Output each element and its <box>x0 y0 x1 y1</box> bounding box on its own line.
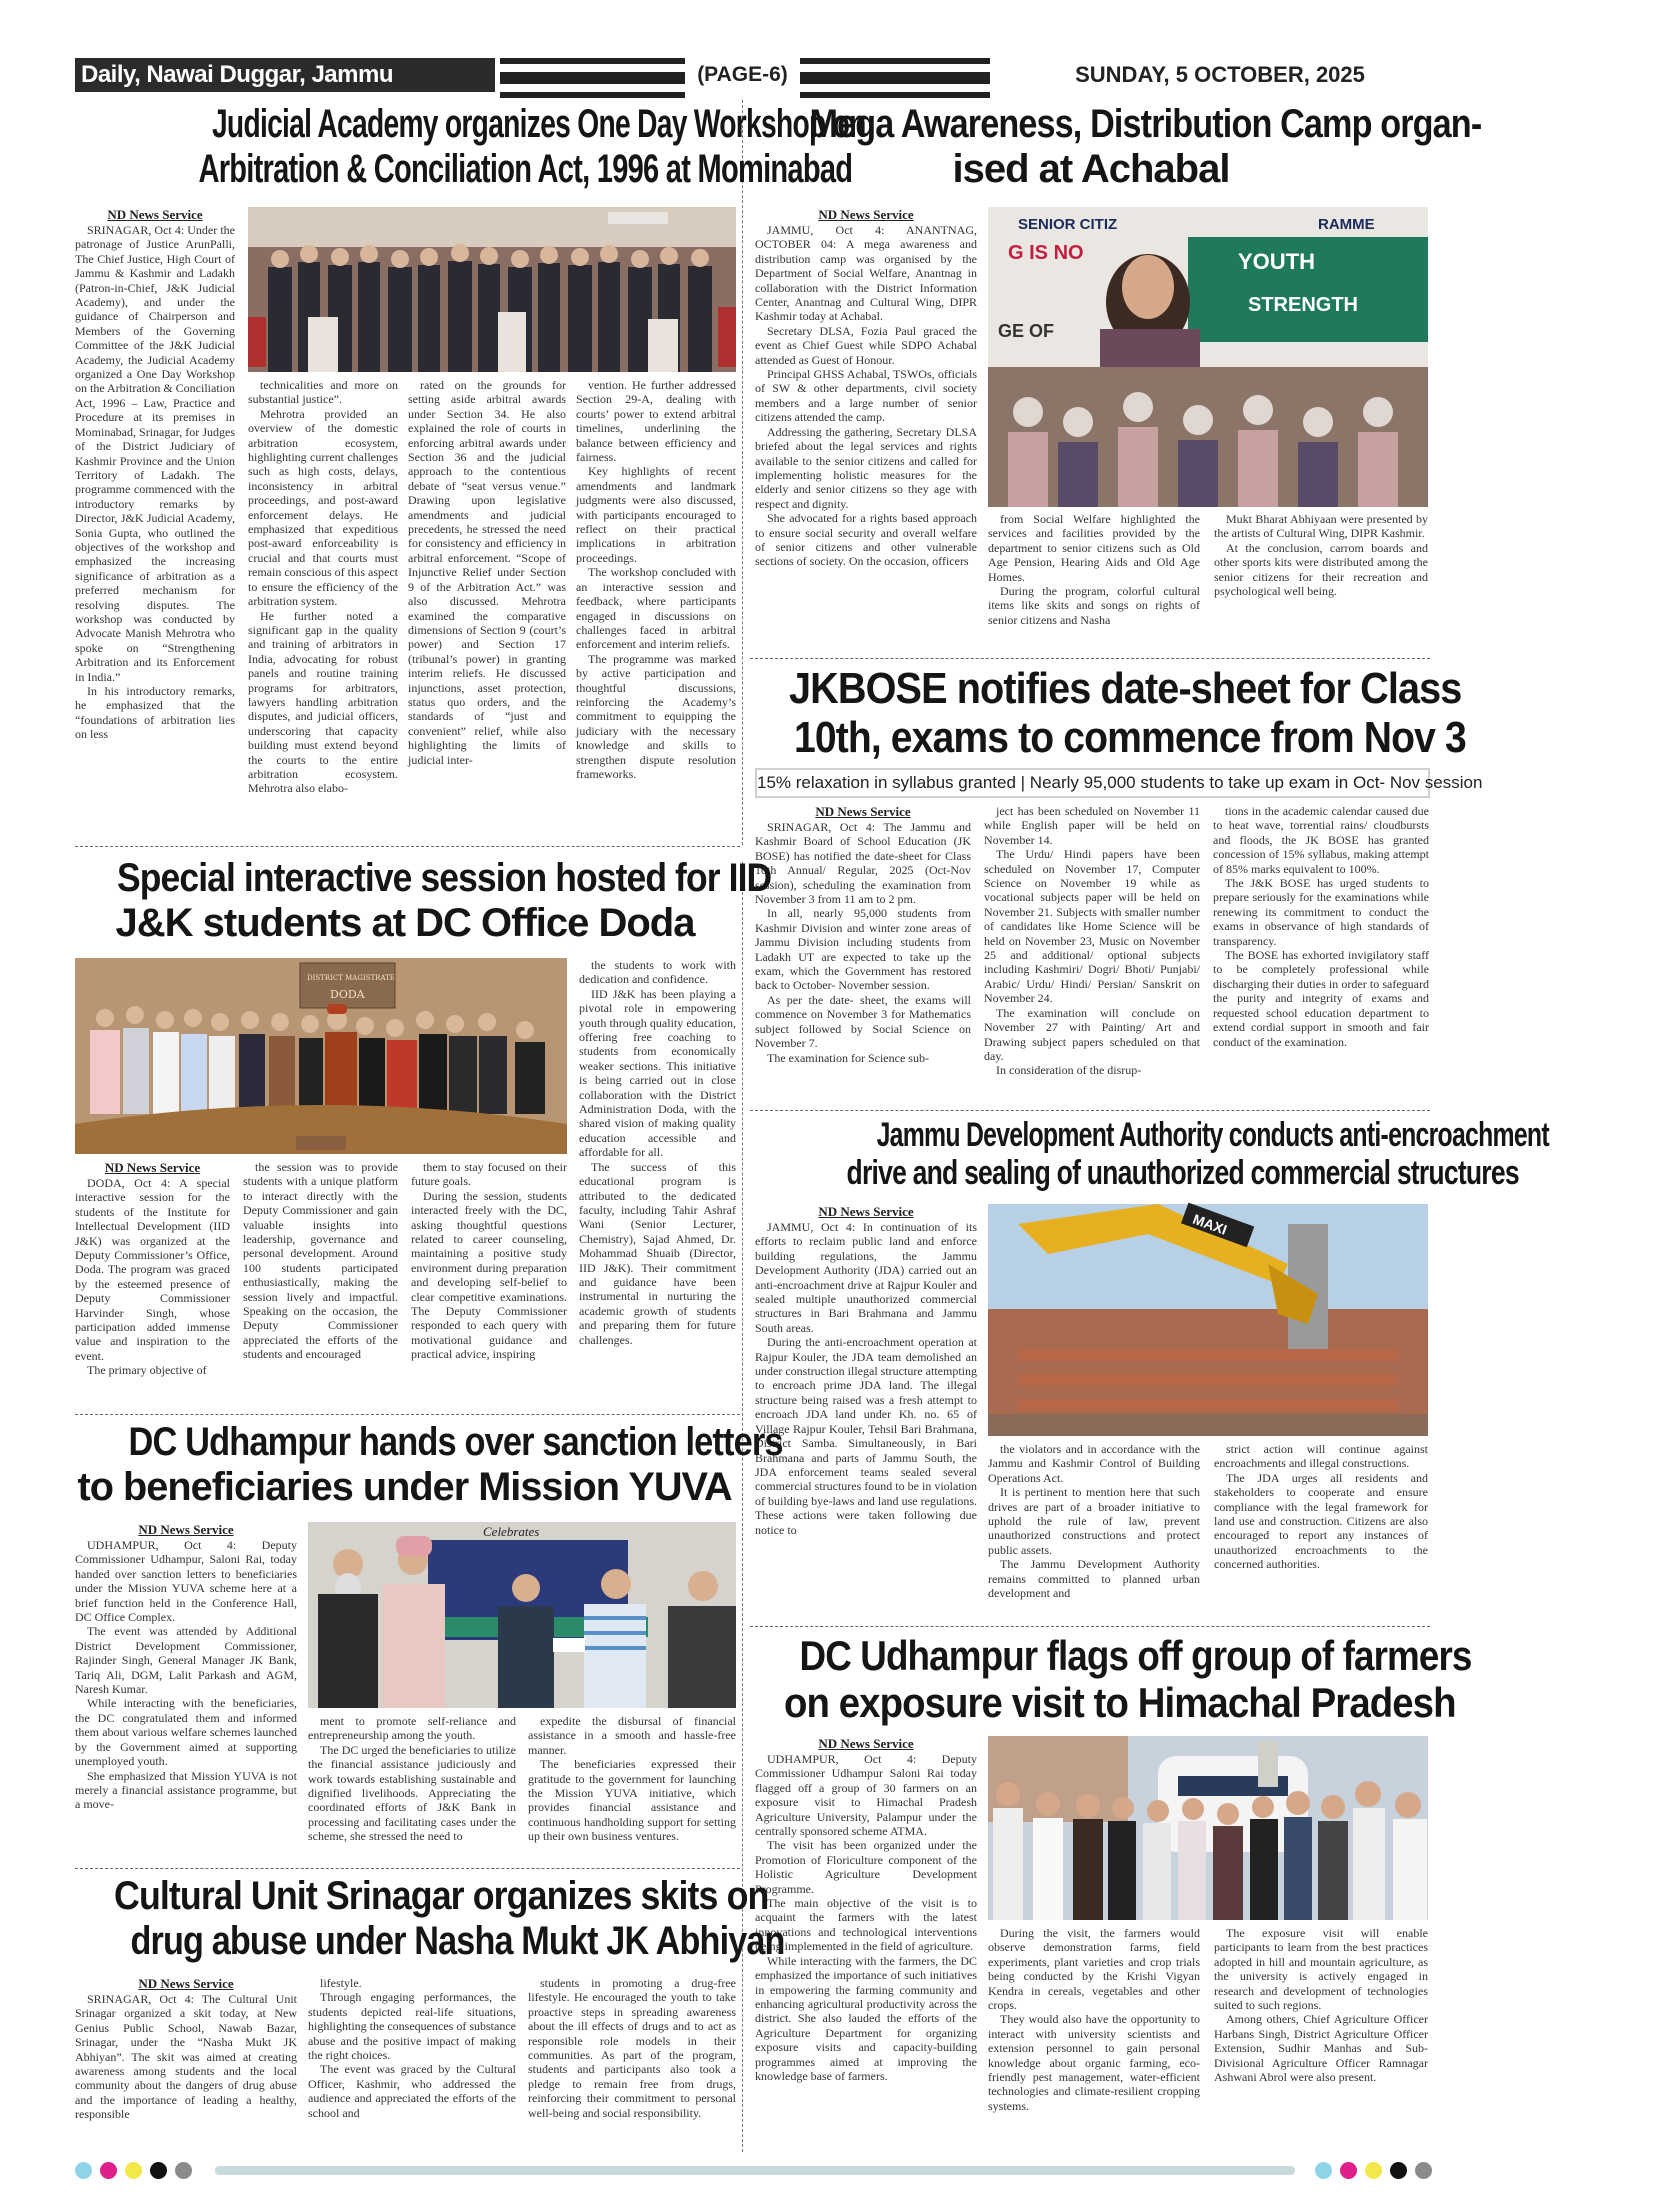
article-paragraph: During the visit, the farmers would observe demonstration farms, field experiments, plant varieties and crop trials being conducted by the Krishi Vigyan Kendra in cereals, vegetables and other crops. <box>988 1926 1200 2013</box>
article-paragraph: The success of this educational program is attributed to the dedicated faculty, including Tahir Ashraf Wani (Senior Lecturer, Chemistry), Sajad Ahmed, Dr. Mohammad Shuaib (Director, IID J&K). Their commitment and guidance have been instrumental in nurturing the academic growth of students and preparing them for future challenges. <box>579 1159 736 1347</box>
byline: ND News Service <box>818 1204 914 1219</box>
article-paragraph: The Jammu Development Authority remains committed to planned urban development and <box>988 1557 1200 1601</box>
article-paragraph: the violators and in accordance with the Jammu and Kashmir Control of Building Operations Act. <box>988 1442 1200 1485</box>
article-column <box>248 378 398 841</box>
banner-text: G IS NO <box>1008 242 1084 264</box>
headline[interactable] <box>75 1420 783 1516</box>
column-divider <box>742 100 743 845</box>
registration-dot <box>1340 2162 1357 2179</box>
byline: ND News Service <box>138 1522 234 1537</box>
footer-registration-marks <box>75 2162 1435 2182</box>
headline-line <box>752 664 1462 713</box>
headline-line <box>75 102 866 147</box>
machine-label: MAXI <box>1190 1210 1230 1238</box>
article-paragraph: As per the date- sheet, the exams will commence on November 3 for Mathematics subject followed by Social Science on November 7. <box>755 992 971 1051</box>
article-paragraph: The exposure visit will enable participants to learn from the best practices adopted in hill and mountain agriculture, as the university is actively engaged in research and development of technologies suited to such regions. <box>1214 1926 1428 2013</box>
article-paragraph: It is pertinent to mention here that such drives are part of a broader initiative to uphold the rule of law, prevent unauthorized constructions and protect public assets. <box>988 1485 1200 1557</box>
article-paragraph: The Urdu/ Hindi papers have been scheduled on November 17, Computer Science on November 19 while as vocational subjects paper will be held on November 21. Subjects with smaller number of candidates like Home Science will be held on November 23, Music on November 25 and additional/ optional subjects including Kashmiri/ Dogri/ Bhoti/ Punjabi/ Arabic/ Urdu/ Hindi/ Persian/ Sanskrit on November 24. <box>984 847 1200 1006</box>
article-column <box>755 1220 977 1620</box>
article-column <box>308 1714 516 1862</box>
article-paragraph: lifestyle. <box>320 1976 362 1990</box>
headline-text: drug abuse under Nasha Mukt JK Abhiyan <box>130 1918 785 1963</box>
byline: ND News Service <box>104 1160 201 1175</box>
article-paragraph: The main objective of the visit is to acquaint the farmers with the latest innovations and technological interventions being implemented in the field of agriculture. <box>755 1896 977 1954</box>
article-paragraph: SRINAGAR, Oct 4: Under the patronage of Justice ArunPalli, The Chief Justice, High Court of Jammu & Kashmir and Ladakh (Patron-in-Chief, J&K Judicial Academy), and under the guidance of Chairperson and Members of the Governing Committee of the J&K Judicial Academy, the Judicial Academy organized a One Day Workshop on the Arbitration & Conciliation Act, 1996 – Law, Practice and Procedure at its premises in Mominabad, Srinagar, for Judges of the District Judiciary of Kashmir Province and the Union Territory of Ladakh. The programme commenced with the introductory remarks by Director, J&K Judicial Academy, Sonia Gupta, who outlined the objectives of the workshop and emphasized the increasing significance of arbitration as a preferred mechanism for resolving disputes. The workshop was conducted by Advocate Manish Mehrotra who spoke on “Strengthening Arbitration and its Enforcement in India.” <box>75 223 235 684</box>
headline-line <box>75 856 772 901</box>
headline-text: DC Udhampur hands over sanction letters <box>128 1420 783 1464</box>
headline-text: ised at Achabal <box>952 146 1230 191</box>
article-column <box>308 1976 516 2152</box>
color-dots-right <box>1315 2162 1432 2179</box>
headline-line <box>75 146 853 192</box>
registration-dot <box>150 2162 167 2179</box>
article-column <box>411 1160 567 1408</box>
article-paragraph: UDHAMPUR, Oct 4: Deputy Commissioner Udhampur, Saloni Rai, today handed over sanction letters to beneficiaries under the Mission YUVA scheme here at a brief function held in the Conference Hall, DC Office Complex. <box>75 1538 297 1625</box>
headline-text: Mega Awareness, Distribution Camp organ- <box>809 102 1482 146</box>
byline: ND News Service <box>138 1976 234 1991</box>
article-paragraph: SRINAGAR, Oct 4: The Cultural Unit Srinagar organized a skit today, at New Genius Public School, Nawab Bazar, Srinagar, under the “Nasha Mukt JK Abhiyan”. The skit was aimed at creating awareness among students and the local community about the dangers of drug abuse and the importance of leading a healthy, responsible <box>75 1992 297 2122</box>
headline-line <box>75 1465 735 1510</box>
byline: ND News Service <box>107 207 203 222</box>
photo-judicial-group <box>248 207 736 372</box>
headline-text: JKBOSE notifies date-sheet for Class <box>789 664 1462 713</box>
banner-text: RAMME <box>1318 216 1375 233</box>
subheadline-text: 15% relaxation in syllabus granted | Nearly 95,000 students to take up exam in Oct- Nov session <box>757 773 1483 792</box>
article-paragraph: expedite the disbursal of financial assistance in a smooth and hassle-free manner. <box>528 1714 736 1757</box>
photo-mission-yuva <box>308 1522 736 1708</box>
article-column <box>1213 804 1429 1103</box>
article-paragraph: Through engaging performances, the students depicted real-life situations, highlighting the consequences of substance abuse and the positive impact of making the right choices. <box>308 1990 516 2063</box>
byline: ND News Service <box>818 1736 914 1751</box>
sign-text: DISTRICT MAGISTRATE <box>307 974 395 982</box>
article-paragraph: ment to promote self-reliance and entrepreneurship among the youth. <box>308 1714 516 1743</box>
article-paragraph: He further noted a significant gap in the quality and training of arbitrators in India, advocating for robust panels and routine training programs for arbitrators, lawyers handling arbitration disputes, and judicial officers, underscoring that capacity building must extend beyond the courts to the entire arbitration ecosystem. Mehrotra also elabo- <box>248 608 398 796</box>
headline-line <box>752 713 1466 763</box>
article-paragraph: In all, nearly 95,000 students from Kashmir Division and winter zone areas of Jammu Division including students from Ladakh UT are expected to take up the exam, which the Government has restored back to October- November session. <box>755 906 971 993</box>
article-paragraph: them to stay focused on their future goals. <box>411 1160 567 1189</box>
registration-dot <box>75 2162 92 2179</box>
article-paragraph: The programme was marked by active participation and thoughtful discussions, reinforcing the Academy’s commitment to equipping the judiciary with the necessary knowledge and skills to strengthen dispute resolution frameworks. <box>576 651 736 781</box>
headline-line <box>752 1116 1549 1154</box>
article-paragraph: The event was attended by Additional District Development Commissioner, Rajinder Singh, General Manager JK Bank, Tariq Ali, DGM, Lalit Parkash and AGM, Naresh Kumar. <box>75 1624 297 1697</box>
article-paragraph: At the conclusion, carrom boards and other sports kits were distributed among the senior citizens for their recreation and psychological well being. <box>1214 540 1428 599</box>
headline-line <box>752 1679 1456 1727</box>
registration-dot <box>1390 2162 1407 2179</box>
article-column <box>755 223 977 653</box>
article-paragraph: strict action will continue against encroachments and illegal constructions. <box>1214 1442 1428 1471</box>
article-paragraph: The J&K BOSE has urged students to prepare seriously for the examinations while renewing its commitment to conduct the exams in observance of high standards of transparency. <box>1213 876 1429 948</box>
headline-text: on exposure visit to Himachal Pradesh <box>783 1679 1456 1727</box>
headline-text: Cultural Unit Srinagar organizes skits on <box>114 1874 769 1918</box>
headline-text: DC Udhampur flags off group of farmers <box>799 1632 1472 1679</box>
color-dots-left <box>75 2162 192 2179</box>
photo-doda-students <box>75 958 567 1154</box>
issue-date: SUNDAY, 5 OCTOBER, 2025 <box>1075 62 1365 87</box>
article-paragraph: While interacting with the beneficiaries, the DC congratulated them and informed them about various welfare schemes launched by the Government aimed at supporting unemployed youth. <box>75 1696 297 1769</box>
photo-achabal-camp <box>988 207 1428 507</box>
article-paragraph: She emphasized that Mission YUVA is not merely a financial assistance programme, but a move- <box>75 1768 297 1812</box>
headline[interactable] <box>752 1116 1549 1200</box>
article-paragraph: During the session, students interacted freely with the DC, asking thoughtful questions related to career counseling, maintaining a positive study environment during preparation and developing self-belief to clear competitive examinations. The Deputy Commissioner responded to each query with motivational guidance and practical advice, inspiring <box>411 1188 567 1362</box>
headline-text: Jammu Development Authority conducts anti-encroachment <box>876 1116 1549 1154</box>
article-paragraph: Addressing the gathering, Secretary DLSA briefed about the legal services and rights available to the senior citizens and called for implementing holistic measures for the elderly and senior citizens so they age with respect and dignity. <box>755 424 977 511</box>
section-divider <box>750 1626 1430 1627</box>
masthead-rule-left <box>500 58 685 92</box>
article-column <box>984 804 1200 1103</box>
headline-text: drive and sealing of unauthorized commercial structures <box>846 1154 1519 1193</box>
article-paragraph: rated on the grounds for setting aside arbitral awards under Section 34. He also explained the role of courts in enforcing arbitral awards under Section 36 and the judicial approach to the contentious debate of “seat versus venue.” Drawing upon legislative amendments and judicial precedents, he stressed the need for consistency and efficiency in arbitral enforcement. “Scope of Injunctive Relief under Section 9 of the Arbitration Act.” was also discussed. Mehrotra examined the comparative dimensions of Section 9 (court’s power) and Section 17 (tribunal’s power) in granting interim reliefs. He discussed injunctions, asset protection, status quo orders, and the standards of “just and convenient” relief, while also highlighting the limits of judicial inter- <box>408 378 566 767</box>
article-paragraph: Mehrotra provided an overview of the domestic arbitration ecosystem, highlighting current challenges such as high costs, delays, inconsistency in arbitral proceedings, and post-award enforcement delays. He emphasized that expeditious post-award enforceability is crucial and that courts must remain conscious of this aspect to ensure the efficiency of the arbitration system. <box>248 406 398 609</box>
article-paragraph: SRINAGAR, Oct 4: The Jammu and Kashmir Board of School Education (JK BOSE) has notified the date-sheet for Class 10th Annual/ Regular, 2025 (Oct-Nov session), scheduling the examination from November 3 from 11 am to 2 pm. <box>755 820 971 907</box>
article-paragraph: The workshop concluded with an interactive session and feedback, where participants engaged in discussions on challenges faced in arbitral enforcement and interim reliefs. <box>576 565 736 652</box>
article-column <box>75 1992 297 2152</box>
section-divider <box>75 1868 740 1869</box>
headline-line <box>75 901 735 946</box>
headline-text: Special interactive session hosted for IID <box>117 856 772 900</box>
headline-text: Arbitration & Conciliation Act, 1996 at Mominabad <box>198 146 853 191</box>
article-paragraph: In his introductory remarks, he emphasized that the “foundations of arbitration lies on less <box>75 684 235 742</box>
article-paragraph: During the anti-encroachment operation at Rajpur Kouler, the JDA team demolished an under construction illegal structure attempting to encroach prime JDA land. The illegal structure being raised was a fresh attempt to encroach JDA land under Kh. no. 65 of Village Rajpur Kouler, Tehsil Bari Brahmana, District Samba. Simultaneously, in Bari Brahmana and parts of Jammu South, the JDA enforcement teams sealed several commercial structures found to be in violation of building bye-laws and land use regulations. These actions were taken following due notice to <box>755 1335 977 1537</box>
photo-illustration <box>988 1204 1428 1436</box>
article-column <box>75 1538 297 1862</box>
banner-text: Celebrates <box>483 1524 540 1539</box>
article-paragraph: Secretary DLSA, Fozia Paul graced the event as Chief Guest while SDPO Achabal attended as Guest of Honour. <box>755 323 977 367</box>
article-paragraph: Key highlights of recent amendments and landmark judgments were also discussed, with participants encouraged to reflect on their practical implications in arbitration proceedings. <box>576 464 736 565</box>
article-paragraph: Principal GHSS Achabal, TSWOs, officials of SW & other departments, civil society members and a large number of senior citizens attended the camp. <box>755 367 977 425</box>
article-paragraph: DODA, Oct 4: A special interactive session for the students of the Institute for Intellectual Development (IID J&K) was organized at the Deputy Commissioner’s Office, Doda. The program was graced by the esteemed presence of Deputy Commissioner Harvinder Singh, whose participation added immense value and inspiration to the event. <box>75 1176 230 1363</box>
subheadline <box>755 768 1483 798</box>
registration-dot <box>1415 2162 1432 2179</box>
page-number: (PAGE-6) <box>697 63 788 86</box>
banner-text: GE OF <box>998 321 1055 341</box>
headline-line <box>75 1874 769 1919</box>
headline-line <box>752 1632 1472 1679</box>
article-paragraph: JAMMU, Oct 4: ANANTNAG, OCTOBER 04: A mega awareness and distribution camp was organised by the Department of Social Welfare, Anantnag in collaboration with the District Information Center, Anantnag and Cultural Wing, DIPR Kashmir today at Achabal. <box>755 223 977 324</box>
article-column <box>75 223 235 841</box>
article-column <box>1214 1926 1428 2152</box>
photo-jda-excavator <box>988 1204 1428 1436</box>
article-column <box>243 1160 398 1408</box>
article-paragraph: IID J&K has been playing a pivotal role in empowering youth through quality education, offering free coaching to students from economically weaker sections. This initiative is being carried out in close collaboration with the District Administration Doda, with the shared vision of making quality education accessible and affordable for all. <box>579 986 736 1160</box>
article-column <box>408 378 566 841</box>
footer-bar <box>215 2166 1295 2175</box>
headline-text: Judicial Academy organizes One Day Workshop on <box>211 102 866 146</box>
article-paragraph: vention. He further addressed Section 29-A, dealing with courts’ power to extend arbitral timelines, underlining the balance between efficiency and fairness. <box>576 378 736 465</box>
article-column <box>576 378 736 841</box>
article-paragraph: They would also have the opportunity to interact with university scientists and extension personnel to gain personal knowledge about organic farming, eco-friendly pest management, water-efficient technologies and climate-resilient cropping systems. <box>988 2012 1200 2113</box>
section-divider <box>75 846 740 847</box>
photo-illustration <box>308 1522 736 1708</box>
article-column <box>988 512 1200 653</box>
headline[interactable] <box>752 664 1466 764</box>
article-column <box>988 1926 1200 2152</box>
headline[interactable] <box>75 856 772 952</box>
article-column <box>755 1752 977 2152</box>
article-column <box>755 820 971 1103</box>
headline[interactable] <box>75 1874 785 1970</box>
article-paragraph: The event was graced by the Cultural Officer, Kashmir, who addressed the audience and appreciated the efforts of the school and <box>308 2062 516 2120</box>
byline: ND News Service <box>815 804 911 819</box>
sign-text: DODA <box>330 988 365 1001</box>
article-paragraph: JAMMU, Oct 4: In continuation of its efforts to reclaim public land and enforce building regulations, the Jammu Development Authority (JDA) carried out an anti-encroachment drive at Rajpur Kouler and sealed multiple unauthorized commercial structures in Bari Brahmana and Jammu South areas. <box>755 1220 977 1335</box>
section-divider <box>750 658 1430 659</box>
headline[interactable] <box>752 102 1482 200</box>
article-paragraph: In consideration of the disrup- <box>996 1063 1142 1078</box>
article-paragraph: Among others, Chief Agriculture Officer Harbans Singh, District Agriculture Officer Extension, Sudhir Manhas and Sub-Divisional Agriculture Officer Ramnagar Ashwani Abrol were also present. <box>1214 2012 1428 2085</box>
section-divider <box>750 1110 1430 1111</box>
subheadline-line <box>757 770 1483 796</box>
headline[interactable] <box>752 1632 1472 1730</box>
article-paragraph: The JDA urges all residents and stakeholders to cooperate and ensure compliance with the legal framework for land use and construction. Citizens are also encouraged to report any instances of unauthorized encroachments to the concerned authorities. <box>1214 1470 1428 1572</box>
article-column <box>528 1714 736 1862</box>
article-column <box>579 958 736 1408</box>
article-paragraph: technicalities and more on substantial justice”. <box>248 378 398 407</box>
article-paragraph: During the program, colorful cultural items like skits and songs on rights of senior citizens and Nasha <box>988 584 1200 627</box>
article-paragraph: students in promoting a drug-free lifestyle. He encouraged the youth to take proactive steps in spreading awareness about the ill effects of drugs and to act as responsible role models in their communities. As part of the program, students and participants also took a pledge to remain free from drugs, reinforcing their commitment to personal well-being and social responsibility. <box>528 1976 736 2120</box>
banner-text: STRENGTH <box>1248 294 1358 316</box>
banner-text: SENIOR CITIZ <box>1018 216 1118 233</box>
article-paragraph: The primary objective of <box>87 1363 207 1378</box>
banner-text: YOUTH <box>1238 249 1315 274</box>
paper-name: Daily, Nawai Duggar, Jammu <box>75 58 495 92</box>
article-column <box>988 1442 1200 1620</box>
photo-illustration <box>248 207 736 372</box>
registration-dot <box>175 2162 192 2179</box>
article-column <box>528 1976 736 2152</box>
photo-illustration <box>988 207 1428 507</box>
article-column <box>75 1176 230 1408</box>
article-paragraph: from Social Welfare highlighted the services and facilities provided by the department to senior citizens such as Old Age Pension, Hearing Aids and Old Age Homes. <box>988 512 1200 584</box>
registration-dot <box>1315 2162 1332 2179</box>
registration-dot <box>1365 2162 1382 2179</box>
article-paragraph: The visit has been organized under the Promotion of Floriculture component of the Holistic Agriculture Development Programme. <box>755 1838 977 1896</box>
headline-text: 10th, exams to commence from Nov 3 <box>793 713 1466 763</box>
headline-text: J&K students at DC Office Doda <box>115 900 695 945</box>
article-paragraph: She advocated for a rights based approach to ensure social security and overall welfare of senior citizens and other vulnerable sections of society. On the occasion, officers <box>755 511 977 569</box>
photo-illustration <box>988 1736 1428 1920</box>
headline-line <box>75 1918 785 1964</box>
article-paragraph: The examination for Science sub- <box>767 1050 929 1065</box>
headline[interactable] <box>75 102 866 200</box>
article-paragraph: The BOSE has exhorted invigilatory staff to be completely professional while discharging their duties in order to safeguard the purity and integrity of exams and requested school education department to extend cordial support in smooth and fair conduct of the examination. <box>1213 948 1429 1049</box>
article-paragraph: The examination will conclude on November 27 with Painting/ Art and Drawing subject papers scheduled on that day. <box>984 1005 1200 1063</box>
headline-line <box>752 102 1482 147</box>
section-divider <box>75 1414 740 1415</box>
article-paragraph: ject has been scheduled on November 11 while English paper will be held on November 14. <box>984 804 1200 847</box>
masthead-rule-right <box>800 58 990 92</box>
headline-line <box>752 147 1430 192</box>
article-paragraph: Mukt Bharat Abhiyaan were presented by the artists of Cultural Wing, DIPR Kashmir. <box>1214 512 1428 541</box>
byline: ND News Service <box>818 207 914 222</box>
photo-illustration <box>75 958 567 1154</box>
photo-farmers-group <box>988 1736 1428 1920</box>
article-paragraph: the session was to provide students with a unique platform to interact directly with the Deputy Commissioner and gain valuable insights into leadership, governance and personal development. Around 100 students participated enthusiastically, making the session lively and impactful. Speaking on the occasion, the Deputy Commissioner appreciated the efforts of the students and encouraged <box>243 1160 398 1362</box>
headline-line <box>75 1420 783 1465</box>
article-paragraph: While interacting with the farmers, the DC emphasized the importance of such initiatives in empowering the farming community and enhancing agricultural productivity across the district. She also lauded the efforts of the Agriculture Department for organizing exposure visits and capacity-building programmes aimed at improving the knowledge base of farmers. <box>755 1953 977 2083</box>
registration-dot <box>125 2162 142 2179</box>
article-column <box>1214 1442 1428 1620</box>
article-paragraph: tions in the academic calendar caused due to heat wave, torrential rains/ cloudbursts and floods, the JK BOSE has granted concession of 15% syllabus, making attempt of 85% marks equivalent to 100%. <box>1213 804 1429 876</box>
article-column <box>1214 512 1428 653</box>
article-paragraph: The DC urged the beneficiaries to utilize the financial assistance judiciously and work towards establishing sustainable and dignified livelihoods. Appreciating the coordinated efforts of J&K Bank in processing and facilitating cases under the scheme, she stressed the need to <box>308 1742 516 1844</box>
headline-line <box>752 1154 1519 1193</box>
article-paragraph: The beneficiaries expressed their gratitude to the government for launching the Mission YUVA initiative, which provides financial assistance and continuous handholding support for setting up their own business ventures. <box>528 1757 736 1844</box>
article-paragraph: UDHAMPUR, Oct 4: Deputy Commissioner Udhampur Saloni Rai today flagged off a group of 30 farmers on an exposure visit to Himachal Pradesh Agriculture University, Palampur under the centrally sponsored scheme ATMA. <box>755 1752 977 1839</box>
article-paragraph: the students to work with dedication and confidence. <box>579 958 736 987</box>
registration-dot <box>100 2162 117 2179</box>
headline-text: to beneficiaries under Mission YUVA <box>77 1464 733 1509</box>
